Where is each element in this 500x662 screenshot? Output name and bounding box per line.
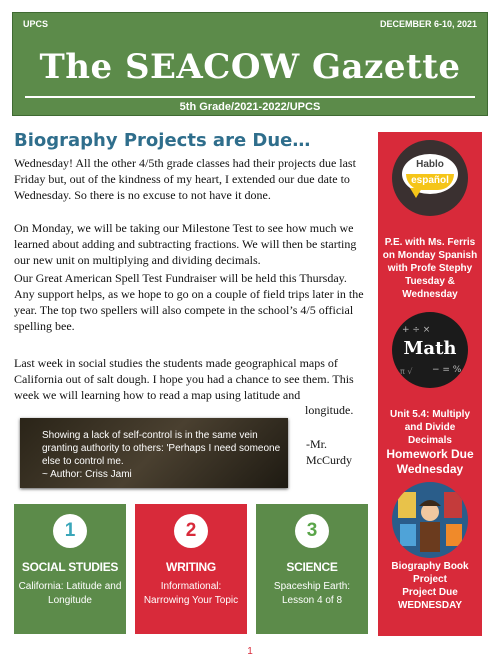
masthead-topline: [23, 19, 477, 31]
article-paragraph-end: longitude.: [305, 403, 354, 417]
math-chalkboard-image: [392, 312, 468, 388]
page-number: 1: [247, 646, 253, 657]
card-science: [256, 504, 368, 634]
svg-text:+ ÷ ×: + ÷ ×: [402, 325, 431, 335]
article-paragraph: Our Great American Spell Test Fundraiser will be held this Thursday. Any support helps, as we hope to go on a couple of field trips later in the year. The top two spellers will also compete in the school’s 4/5 official spelling bee.: [14, 271, 364, 333]
biography-project: Biography Book Project: [391, 561, 469, 585]
pe-spanish-schedule: P.E. with Ms. Ferris on Monday Spanish with Profe Stephy Tuesday & Wednesday: [382, 237, 478, 300]
svg-text:π √: π √: [400, 367, 413, 376]
card-social-studies: [14, 504, 126, 634]
homework-due: Homework Due Wednesday: [386, 447, 474, 476]
svg-text:− = %: − = %: [432, 365, 462, 375]
card-title: WRITING: [166, 560, 216, 574]
signature-name: McCurdy: [306, 453, 352, 467]
bubble-text: Hablo: [416, 159, 444, 170]
quote-text: Showing a lack of self-control is in the same vein granting authority to others: 'Perhaps I need someone else to control me.: [42, 430, 281, 467]
newsletter-title: The SEACOW Gazette: [39, 47, 461, 87]
signature-line: -Mr.: [306, 437, 327, 451]
newsletter-subtitle: 5th Grade/2021-2022/UPCS: [179, 101, 321, 113]
quote-box: [20, 418, 288, 488]
quote-author: ~ Author: Criss Jami: [42, 469, 132, 480]
math-label: Math: [403, 338, 457, 359]
bubble-text: español: [411, 175, 449, 186]
project-due: Project Due WEDNESDAY: [397, 587, 463, 611]
math-unit: Unit 5.4: Multiply and Divide Decimals: [390, 409, 470, 446]
biography-project-info: [382, 560, 478, 612]
quote-content: [42, 429, 282, 481]
masthead: [12, 12, 488, 116]
article-headline: Biography Projects are Due…: [14, 130, 311, 151]
sidebar: [378, 132, 482, 636]
masthead-divider: [25, 96, 475, 98]
article-paragraph: Wednesday! All the other 4/5th grade classes had their projects due last Friday but, out of the kindness of my heart, I extended our due date to Wednesday. So there is no excuse to not have it done.: [14, 156, 356, 202]
math-unit-info: [382, 408, 478, 477]
card-title: SCIENCE: [286, 560, 338, 574]
card-description: Informational: Narrowing Your Topic: [143, 581, 239, 606]
card-description: Spaceship Earth: Lesson 4 of 8: [273, 581, 351, 606]
card-number: 3: [295, 514, 329, 548]
card-number: 1: [53, 514, 87, 548]
spanish-speech-bubble-image: [392, 140, 468, 216]
card-writing: [135, 504, 247, 634]
school-tag: UPCS: [23, 19, 49, 29]
article-paragraph: Last week in social studies the students made geographical maps of California out of salt dough. I hope you had a chance to see them. This week we will learning how to read a map using latitude and: [14, 356, 354, 402]
article-paragraph: On Monday, we will be taking our Milestone Test to see how much we learned about adding and subtracting fractions. We will then be starting our new unit on multiplying and dividing decimals.: [14, 221, 357, 267]
signature: [306, 436, 352, 468]
biography-book-image: [392, 482, 468, 558]
issue-date: DECEMBER 6-10, 2021: [379, 19, 477, 29]
card-title: SOCIAL STUDIES: [21, 560, 119, 574]
card-number: 2: [174, 514, 208, 548]
card-description: California: Latitude and Longitude: [18, 581, 122, 606]
